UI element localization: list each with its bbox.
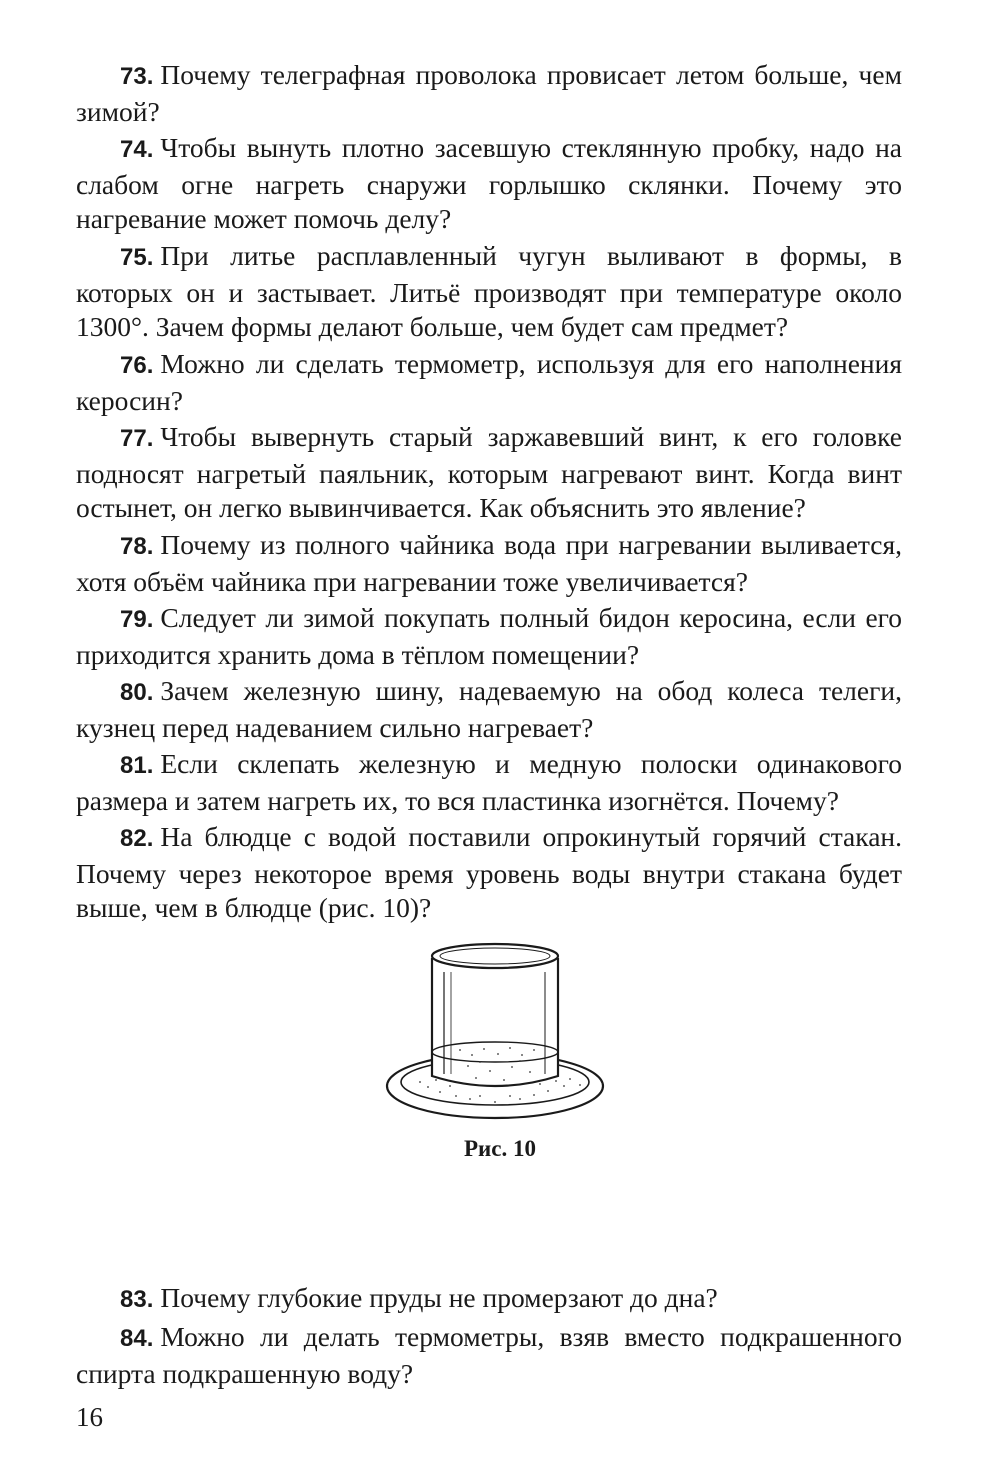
question-text: Можно ли делать термометры, взяв вместо подкрашенного спирта подкрашенную воду?: [76, 1321, 902, 1389]
question-84: [76, 1320, 902, 1391]
question-79: [76, 601, 902, 672]
question-number: 79.: [120, 606, 154, 633]
question-77: [76, 420, 902, 526]
question-82: [76, 820, 902, 926]
figure-glass-on-saucer: [380, 936, 610, 1136]
question-74: [76, 131, 902, 237]
question-text: Чтобы вынуть плотно засевшую стеклянную пробку, надо на слабом огне нагреть снаружи горлышко склянки. Почему это нагревание может помочь делу?: [76, 132, 902, 234]
question-number: 83.: [120, 1286, 154, 1313]
question-number: 76.: [120, 352, 154, 379]
question-text: Зачем железную шину, надеваемую на обод колеса телеги, кузнец перед надеванием сильно нагревает?: [76, 675, 902, 743]
question-number: 73.: [120, 63, 154, 90]
question-81: [76, 747, 902, 818]
question-number: 78.: [120, 533, 154, 560]
question-75: [76, 239, 902, 345]
question-number: 84.: [120, 1325, 154, 1352]
question-number: 80.: [120, 679, 154, 706]
question-text: Чтобы вывернуть старый заржавевший винт, к его головке подносят нагретый паяльник, которым нагревают винт. Когда винт остынет, он легко вывинчивается. Как объяснить это явление?: [76, 421, 902, 523]
question-number: 82.: [120, 825, 154, 852]
question-text: Почему глубокие пруды не промерзают до дна?: [160, 1282, 718, 1313]
question-text: Можно ли сделать термометр, используя для его наполнения керосин?: [76, 348, 902, 416]
question-number: 77.: [120, 425, 154, 452]
question-80: [76, 674, 902, 745]
question-number: 74.: [120, 136, 154, 163]
page-number: 16: [76, 1402, 103, 1432]
question-text: Почему из полного чайника вода при нагревании выливается, хотя объём чайника при нагревании тоже увеличивается?: [76, 529, 902, 597]
question-76: [76, 347, 902, 418]
question-text: На блюдце с водой поставили опрокинутый горячий стакан. Почему через некоторое время уровень воды внутри стакана будет выше, чем в блюдце (рис. 10)?: [76, 821, 902, 923]
question-number: 75.: [120, 244, 154, 271]
question-text: Следует ли зимой покупать полный бидон керосина, если его приходится хранить дома в тёплом помещении?: [76, 602, 902, 670]
figure-caption: Рис. 10: [463, 1136, 536, 1161]
question-83: [76, 1281, 902, 1318]
question-78: [76, 528, 902, 599]
question-73: [76, 58, 902, 129]
question-number: 81.: [120, 752, 154, 779]
question-text: Почему телеграфная проволока провисает летом больше, чем зимой?: [76, 59, 902, 127]
question-text: Если склепать железную и медную полоски одинакового размера и затем нагреть их, то вся пластинка изогнётся. Почему?: [76, 748, 902, 816]
question-text: При литье расплавленный чугун выливают в формы, в которых он и застывает. Литьё производят при температуре около 1300°. Зачем формы делают больше, чем будет сам предмет?: [76, 240, 902, 342]
